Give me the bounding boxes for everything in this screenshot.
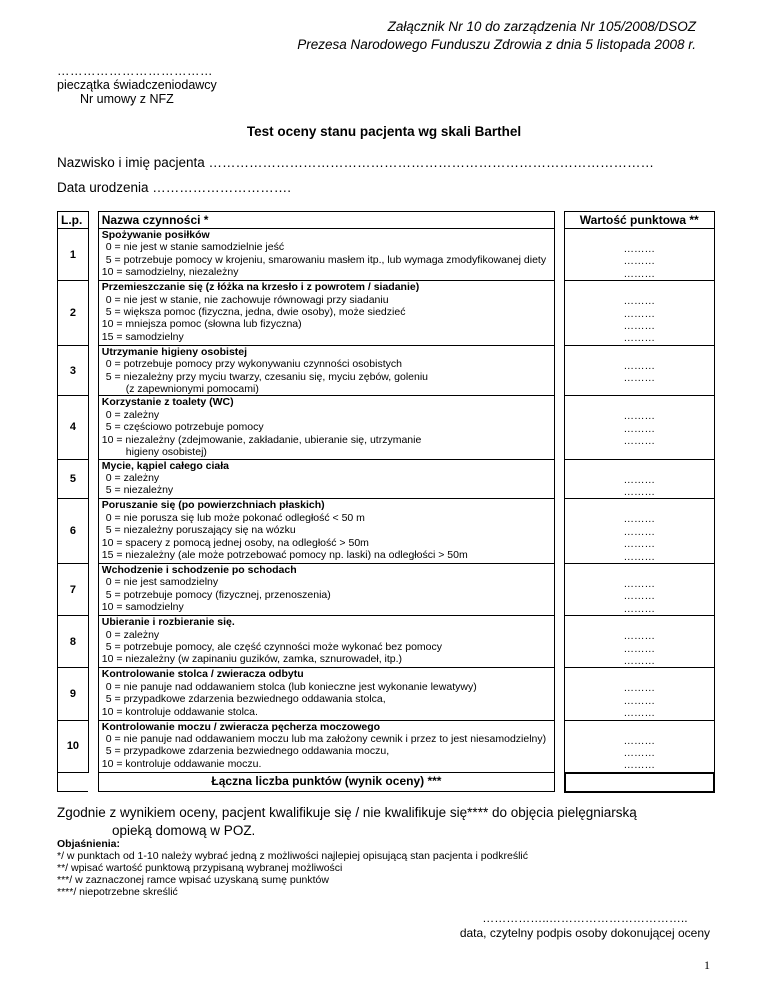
table-row <box>58 459 715 499</box>
col-spacer <box>555 499 565 564</box>
point-value-slot[interactable]: ……… <box>623 372 655 385</box>
point-value-slot[interactable]: ……… <box>623 682 655 695</box>
activity-cell <box>98 668 554 720</box>
point-value-slot[interactable]: ……… <box>623 577 655 590</box>
point-value-slot[interactable]: ……… <box>623 590 655 603</box>
row-number: 6 <box>58 499 89 564</box>
activity-title: Ubieranie i rozbieranie się. <box>101 616 235 629</box>
col-spacer <box>555 668 565 720</box>
contract-number-label: Nr umowy z NFZ <box>80 92 174 106</box>
point-value-slot[interactable]: ……… <box>623 602 655 615</box>
activity-option[interactable]: 5 = potrzebuje pomocy (fizycznej, przenoszenia) <box>105 588 331 601</box>
activity-option[interactable]: 10 = samodzielny <box>101 601 184 614</box>
activity-cell <box>98 459 554 499</box>
col-spacer <box>88 773 98 792</box>
activity-title: Kontrolowanie stolca / zwieracza odbytu <box>101 668 304 681</box>
point-value-slot[interactable]: ……… <box>623 332 655 345</box>
explanations-heading: Objaśnienia: <box>57 838 121 850</box>
explanations <box>57 838 528 898</box>
row-number: 2 <box>58 281 89 346</box>
activity-option[interactable]: 10 = niezależny (zdejmowanie, zakładanie, ubieranie się, utrzymanie <box>101 433 422 446</box>
birth-date-field[interactable]: Data urodzenia …………………………. <box>57 180 292 195</box>
col-header-value: Wartość punktowa ** <box>565 212 715 229</box>
activity-option[interactable]: 10 = spacery z pomocą jednej osoby, na odległość > 50m <box>101 536 369 549</box>
value-cell <box>565 229 715 281</box>
activity-title: Korzystanie z toalety (WC) <box>101 396 234 409</box>
row-number: 1 <box>58 229 89 281</box>
table-row <box>58 668 715 720</box>
activity-option[interactable]: 0 = potrzebuje pomocy przy wykonywaniu czynności osobistych <box>105 358 402 371</box>
col-spacer <box>88 668 98 720</box>
activity-cell <box>98 345 554 396</box>
activity-option[interactable]: 5 = większa pomoc (fizyczna, jedna, dwie osoby), może siedzieć <box>105 306 406 319</box>
point-value-slot[interactable]: ……… <box>623 267 655 280</box>
activity-title: Kontrolowanie moczu / zwieracza pęcherza moczowego <box>101 720 381 733</box>
header-line-1: Załącznik Nr 10 do zarządzenia Nr 105/2008/DSOZ <box>387 19 696 34</box>
col-spacer <box>88 459 98 499</box>
activity-option[interactable]: 5 = przypadkowe zdarzenia bezwiednego oddawania moczu, <box>105 745 390 758</box>
stamp-label: pieczątka świadczeniodawcy <box>57 78 217 92</box>
col-spacer <box>555 616 565 668</box>
row-number: 10 <box>58 720 89 773</box>
explanation-item: ****/ niepotrzebne skreślić <box>57 886 178 898</box>
value-cell <box>565 459 715 499</box>
signature-dots[interactable]: ……………..…………………………….. <box>482 911 688 925</box>
activity-option[interactable]: 0 = nie jest w stanie, nie zachowuje równowagi przy siadaniu <box>105 293 389 306</box>
col-spacer <box>555 229 565 281</box>
activity-option[interactable]: 5 = częściowo potrzebuje pomocy <box>105 421 264 434</box>
table-row <box>58 720 715 773</box>
col-spacer <box>555 563 565 615</box>
activity-cell <box>98 281 554 346</box>
col-spacer <box>88 616 98 668</box>
total-lp-cell <box>58 773 89 792</box>
row-number: 8 <box>58 616 89 668</box>
activity-option[interactable]: 0 = nie panuje nad oddawaniem moczu lub ma założony cewnik i przez to jest niesamodzielny) <box>105 733 547 745</box>
activity-option[interactable]: 0 = zależny <box>105 408 160 421</box>
activity-cell <box>98 229 554 281</box>
point-value-slot[interactable]: ……… <box>623 307 655 320</box>
col-spacer <box>88 345 98 396</box>
table-row <box>58 616 715 668</box>
point-value-slot[interactable]: ……… <box>623 550 655 563</box>
row-number: 7 <box>58 563 89 615</box>
value-cell <box>565 720 715 773</box>
activity-option[interactable]: 0 = nie jest samodzielny <box>105 576 219 589</box>
total-label: Łączna liczba punktów (wynik oceny) *** <box>98 773 554 792</box>
table-header-row <box>58 212 715 229</box>
table-row <box>58 396 715 459</box>
point-value-slot[interactable]: ……… <box>623 359 655 372</box>
activity-option[interactable]: 15 = samodzielny <box>101 330 184 343</box>
point-value-slot[interactable]: ……… <box>623 525 655 538</box>
activity-title: Wchodzenie i schodzenie po schodach <box>101 563 297 576</box>
row-number: 5 <box>58 459 89 499</box>
point-value-slot[interactable]: ……… <box>623 734 655 747</box>
value-cell <box>565 616 715 668</box>
col-spacer <box>555 212 565 229</box>
activity-option[interactable]: 5 = przypadkowe zdarzenia bezwiednego oddawania stolca, <box>105 693 386 706</box>
activity-option[interactable]: 10 = mniejsza pomoc (słowna lub fizyczna) <box>101 318 302 331</box>
col-header-activity: Nazwa czynności * <box>98 212 554 229</box>
col-spacer <box>555 773 565 792</box>
document-header <box>297 18 696 54</box>
value-cell <box>565 281 715 346</box>
qualification-line-2: opieką domową w POZ. <box>112 823 256 838</box>
activity-title: Mycie, kąpiel całego ciała <box>101 459 230 472</box>
activity-option[interactable]: 5 = potrzebuje pomocy w krojeniu, smarowaniu masłem itp., lub wymaga zmodyfikowanej diety <box>105 253 547 266</box>
stamp-dots: ……………………………… <box>57 64 213 78</box>
col-spacer <box>555 281 565 346</box>
activity-cell <box>98 720 554 773</box>
point-value-slot[interactable]: ……… <box>623 513 655 526</box>
barthel-table <box>57 211 715 793</box>
value-cell <box>565 499 715 564</box>
row-number: 9 <box>58 668 89 720</box>
signature-block <box>460 911 710 941</box>
col-spacer <box>88 720 98 773</box>
explanation-item: */ w punktach od 1-10 należy wybrać jedną z możliwości najlepiej opisującą stan pacjenta i podkreślić <box>57 850 529 862</box>
activity-option[interactable]: 0 = nie panuje nad oddawaniem stolca (lub konieczne jest wykonanie lewatywy) <box>105 680 477 693</box>
patient-name-field[interactable]: Nazwisko i imię pacjenta ……………………………………………………………………………………… <box>57 155 655 170</box>
point-value-slot[interactable]: ……… <box>623 630 655 643</box>
table-row <box>58 345 715 396</box>
activity-option[interactable]: 10 = kontroluje oddawanie stolca. <box>101 705 258 718</box>
total-score-box[interactable] <box>565 773 715 792</box>
value-cell <box>565 563 715 615</box>
value-cell <box>565 345 715 396</box>
col-spacer <box>88 212 98 229</box>
activity-cell <box>98 396 554 459</box>
activity-option[interactable]: 5 = niezależny poruszający się na wózku <box>105 524 296 537</box>
activity-option[interactable]: 0 = zależny <box>105 628 160 641</box>
point-value-slot[interactable]: ……… <box>623 747 655 759</box>
table-row <box>58 499 715 564</box>
activity-title: Spożywanie posiłków <box>101 229 210 241</box>
point-value-slot[interactable]: ……… <box>623 320 655 333</box>
activity-option[interactable]: 0 = nie porusza się lub może pokonać odległość < 50 m <box>105 511 365 524</box>
row-number: 4 <box>58 396 89 459</box>
col-header-lp: L.p. <box>58 212 89 229</box>
activity-option[interactable]: 10 = kontroluje oddawanie moczu. <box>101 757 262 770</box>
point-value-slot[interactable]: ……… <box>623 485 655 498</box>
activity-option[interactable]: 15 = niezależny (ale może potrzebować pomocy np. laski) na odległości > 50m <box>101 548 468 561</box>
activity-option[interactable]: (z zapewnionymi pomocami) <box>125 383 259 396</box>
point-value-slot[interactable]: ……… <box>623 654 655 667</box>
point-value-slot[interactable]: ……… <box>623 255 655 268</box>
activity-title: Przemieszczanie się (z łóżka na krzesło i z powrotem / siadanie) <box>101 281 420 294</box>
value-cell <box>565 668 715 720</box>
point-value-slot[interactable]: ……… <box>623 435 655 448</box>
activity-cell <box>98 616 554 668</box>
activity-option[interactable]: higieny osobistej) <box>125 446 207 459</box>
col-spacer <box>88 281 98 346</box>
point-value-slot[interactable]: ……… <box>623 538 655 551</box>
col-spacer <box>88 229 98 281</box>
qualification-line-1: Zgodnie z wynikiem oceny, pacjent kwalifikuje się / nie kwalifikuje się**** do objęcia pielęgniarską <box>57 805 637 820</box>
col-spacer <box>555 720 565 773</box>
point-value-slot[interactable]: ……… <box>623 410 655 423</box>
point-value-slot[interactable]: ……… <box>623 422 655 435</box>
activity-option[interactable]: 10 = samodzielny, niezależny <box>101 266 239 279</box>
explanation-item: ***/ w zaznaczonej ramce wpisać uzyskaną sumę punktów <box>57 874 329 886</box>
activity-option[interactable]: 0 = zależny <box>105 471 160 484</box>
point-value-slot[interactable]: ……… <box>623 295 655 308</box>
col-spacer <box>555 396 565 459</box>
col-spacer <box>555 345 565 396</box>
point-value-slot[interactable]: ……… <box>623 694 655 707</box>
activity-option[interactable]: 10 = niezależny (w zapinaniu guzików, zamka, sznurowadeł, itp.) <box>101 653 403 666</box>
col-spacer <box>88 563 98 615</box>
activity-title: Utrzymanie higieny osobistej <box>101 345 248 358</box>
value-cell <box>565 396 715 459</box>
total-row <box>58 773 715 792</box>
page-number: 1 <box>704 958 710 972</box>
provider-stamp-block <box>57 64 217 106</box>
table-row <box>58 229 715 281</box>
point-value-slot[interactable]: ……… <box>623 473 655 486</box>
form-title: Test oceny stanu pacjenta wg skali Barthel <box>246 124 522 139</box>
activity-option[interactable]: 0 = nie jest w stanie samodzielnie jeść <box>105 241 285 254</box>
col-spacer <box>88 499 98 564</box>
activity-option[interactable]: 5 = niezależny <box>105 484 174 497</box>
activity-title: Poruszanie się (po powierzchniach płaskich) <box>101 499 325 512</box>
point-value-slot[interactable]: ……… <box>623 707 655 720</box>
activity-cell <box>98 499 554 564</box>
activity-cell <box>98 563 554 615</box>
row-number: 3 <box>58 345 89 396</box>
explanation-item: **/ wpisać wartość punktową przypisaną wybranej możliwości <box>57 862 343 874</box>
table-row <box>58 563 715 615</box>
point-value-slot[interactable]: ……… <box>623 642 655 655</box>
col-spacer <box>555 459 565 499</box>
point-value-slot[interactable]: ……… <box>623 243 655 255</box>
table-row <box>58 281 715 346</box>
col-spacer <box>88 396 98 459</box>
signature-label: data, czytelny podpis osoby dokonującej oceny <box>459 926 710 940</box>
activity-option[interactable]: 5 = potrzebuje pomocy, ale część czynności może wykonać bez pomocy <box>105 640 443 653</box>
activity-option[interactable]: 5 = niezależny przy myciu twarzy, czesaniu się, myciu zębów, goleniu <box>105 370 429 383</box>
header-line-2: Prezesa Narodowego Funduszu Zdrowia z dnia 5 listopada 2008 r. <box>297 37 696 52</box>
point-value-slot[interactable]: ……… <box>623 759 655 772</box>
qualification-statement <box>57 804 717 840</box>
